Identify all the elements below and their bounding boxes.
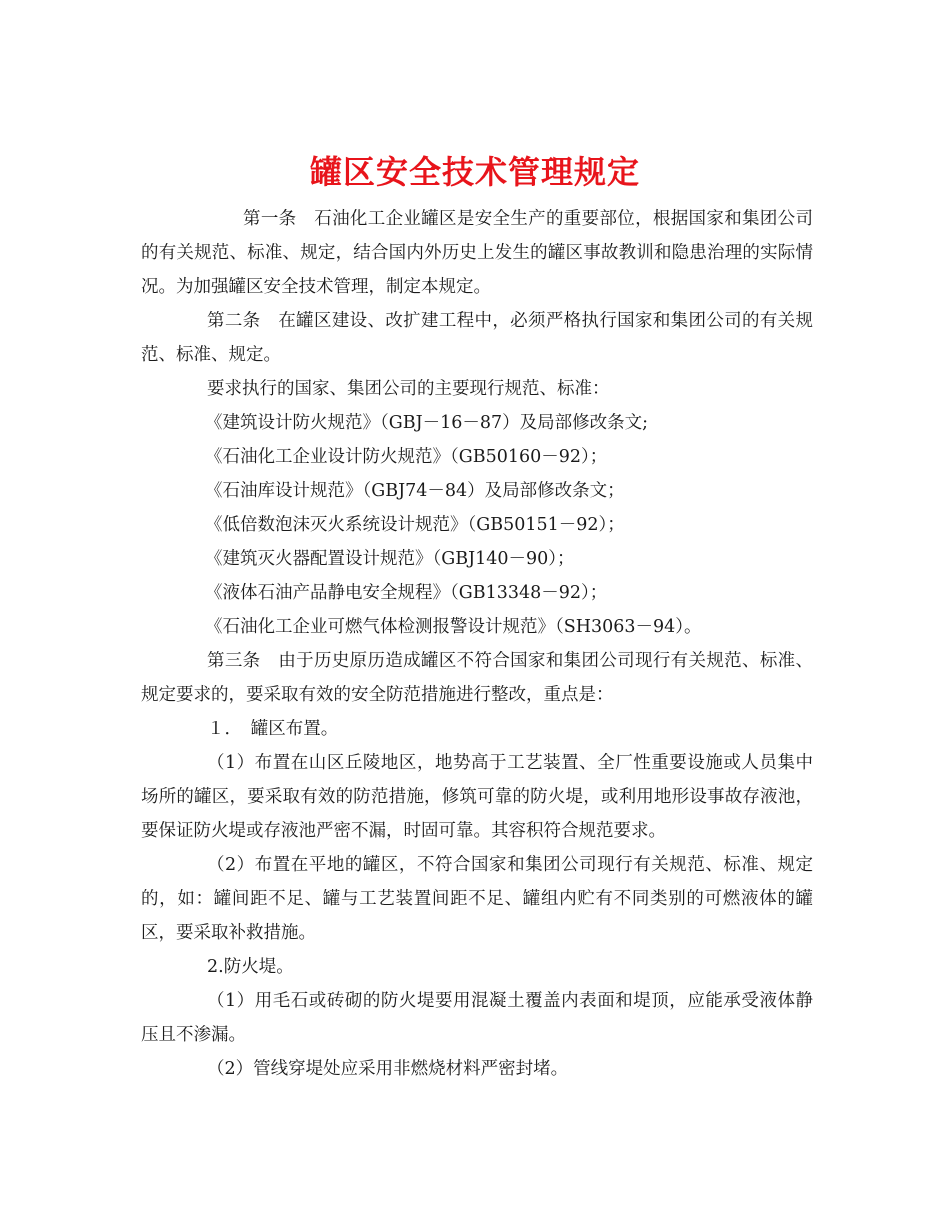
standard-item: 《建筑灭火器配置设计规范》（GBJ140－90）； [205,549,575,569]
standards-intro: 要求执行的国家、集团公司的主要现行规范、标准： [207,379,610,399]
standard-item: 《低倍数泡沫灭火系统设计规范》（GB50151－92）； [205,515,625,535]
section-2-item-1: （1）用毛石或砖砌的防火堤要用混凝土覆盖内表面和堤顶，应能承受液体静压且不渗漏。 [141,991,813,1045]
standard-item: 《石油化工企业可燃气体检测报警设计规范》（SH3063－94）。 [205,617,702,637]
document-title: 罐区安全技术管理规定 [309,153,640,192]
standard-item: 《石油化工企业设计防火规范》（GB50160－92）； [205,447,608,467]
article-3-paragraph: 第三条 由于历史原历造成罐区不符合国家和集团公司现行有关规范、标准、规定要求的，要采取有效的安全防范措施进行整改，重点是： [141,651,813,705]
article-2-paragraph: 第二条 在罐区建设、改扩建工程中，必须严格执行国家和集团公司的有关规范、标准、规定。 [141,311,813,365]
section-1-item-1: （1）布置在山区丘陵地区，地势高于工艺装置、全厂性重要设施或人员集中场所的罐区，要采取有效的防范措施，修筑可靠的防火堤，或利用地形设事故存液池，要保证防火堤或存液池严密不漏，时固可靠。其容积符合规范要求。 [141,753,813,841]
section-1-item-2: （2）布置在平地的罐区，不符合国家和集团公司现行有关规范、标准、规定的，如：罐间距不足、罐与工艺装置间距不足、罐组内贮有不同类别的可燃液体的罐区，要采取补救措施。 [141,855,813,943]
section-2-item-2: （2）管线穿堤处应采用非燃烧材料严密封堵。 [207,1059,569,1079]
article-1-paragraph: 第一条 石油化工企业罐区是安全生产的重要部位，根据国家和集团公司的有关规范、标准、规定，结合国内外历史上发生的罐区事故教训和隐患治理的实际情况。为加强罐区安全技术管理，制定本规定。 [141,209,813,297]
standard-item: 《液体石油产品静电安全规程》（GB13348－92）； [205,583,608,603]
section-1-heading: １． 罐区布置。 [207,719,339,739]
section-2-heading: 2.防火堤。 [207,957,294,977]
standard-item: 《石油库设计规范》（GBJ74－84）及局部修改条文； [205,481,625,501]
document-body [141,202,813,1086]
standard-item: 《建筑设计防火规范》（GBJ－16－87）及局部修改条文; [205,413,649,433]
